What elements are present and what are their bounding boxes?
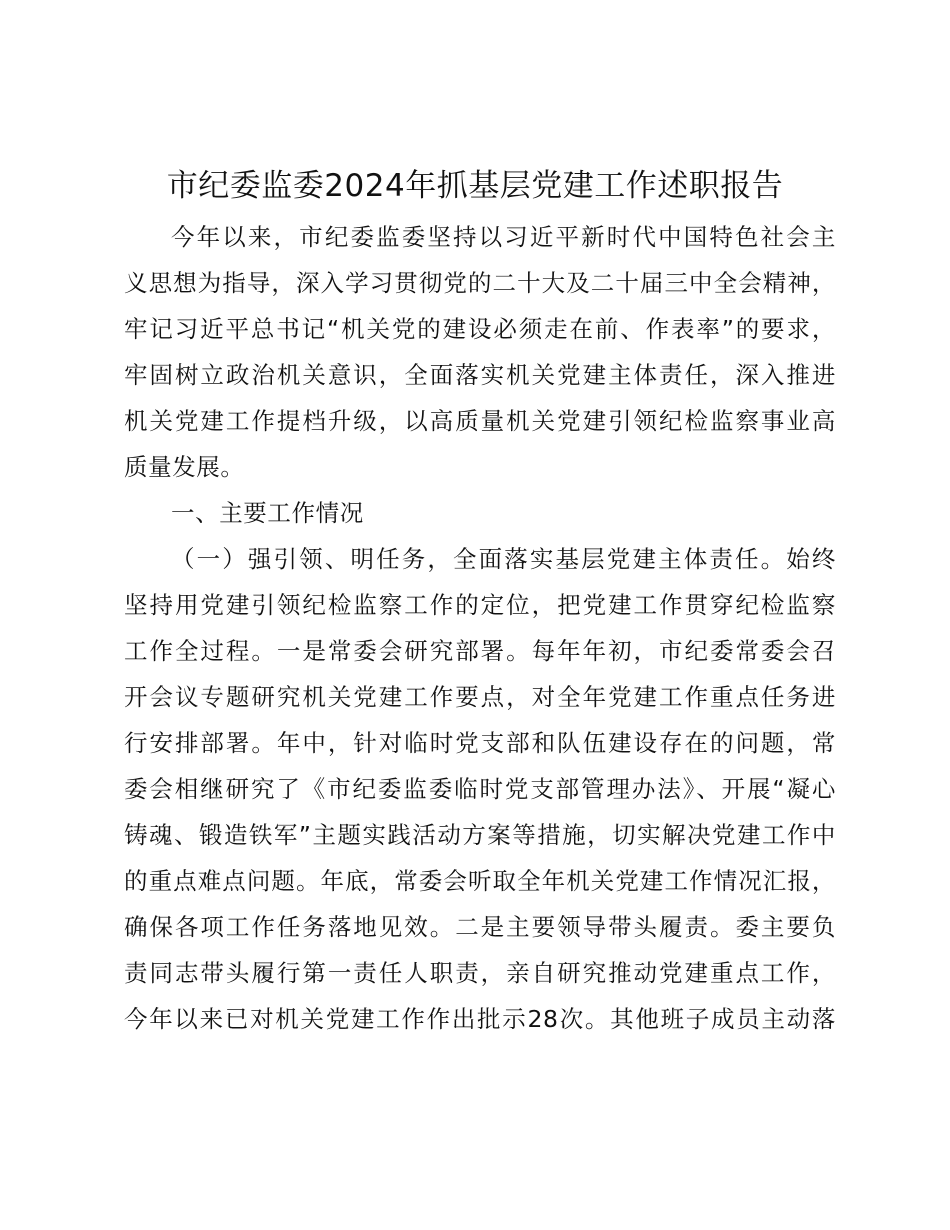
paragraph-line: 铸魂、锻造铁军”主题实践活动方案等措施，切实解决党建工作中 xyxy=(124,821,836,849)
paragraph-line: 今年以来，市纪委监委坚持以习近平新时代中国特色社会主 xyxy=(171,223,836,251)
paragraph-line: 牢固树立政治机关意识，全面落实机关党建主体责任，深入推进 xyxy=(124,361,836,389)
paragraph-line: 质量发展。 xyxy=(124,453,245,481)
document-title: 市纪委监委2024年抓基层党建工作述职报告 xyxy=(166,168,784,204)
paragraph-line: 坚持用党建引领纪检监察工作的定位，把党建工作贯穿纪检监察 xyxy=(124,591,836,619)
paragraph-line: 确保各项工作任务落地见效。二是主要领导带头履责。委主要负 xyxy=(124,913,836,941)
paragraph-line: 的重点难点问题。年底，常委会听取全年机关党建工作情况汇报， xyxy=(124,867,836,895)
paragraph-line: 机关党建工作提档升级，以高质量机关党建引领纪检监察事业高 xyxy=(124,407,836,435)
paragraph-line: 义思想为指导，深入学习贯彻党的二十大及二十届三中全会精神， xyxy=(124,269,836,297)
paragraph-line: 开会议专题研究机关党建工作要点，对全年党建工作重点任务进 xyxy=(124,683,836,711)
section-heading: 一、主要工作情况 xyxy=(171,499,364,527)
document-body xyxy=(124,214,836,1042)
paragraph-line: 行安排部署。年中，针对临时党支部和队伍建设存在的问题，常 xyxy=(124,729,836,757)
paragraph-line: 今年以来已对机关党建工作作出批示28次。其他班子成员主动落 xyxy=(124,1005,836,1033)
paragraph-line: 工作全过程。一是常委会研究部署。每年年初，市纪委常委会召 xyxy=(124,637,836,665)
paragraph-line: （一）强引领、明任务，全面落实基层党建主体责任。始终 xyxy=(171,545,836,573)
paragraph-line: 牢记习近平总书记“机关党的建设必须走在前、作表率”的要求， xyxy=(124,315,836,343)
paragraph-line: 委会相继研究了《市纪委监委临时党支部管理办法》、开展“凝心 xyxy=(124,775,836,803)
paragraph-line: 责同志带头履行第一责任人职责，亲自研究推动党建重点工作， xyxy=(124,959,836,987)
